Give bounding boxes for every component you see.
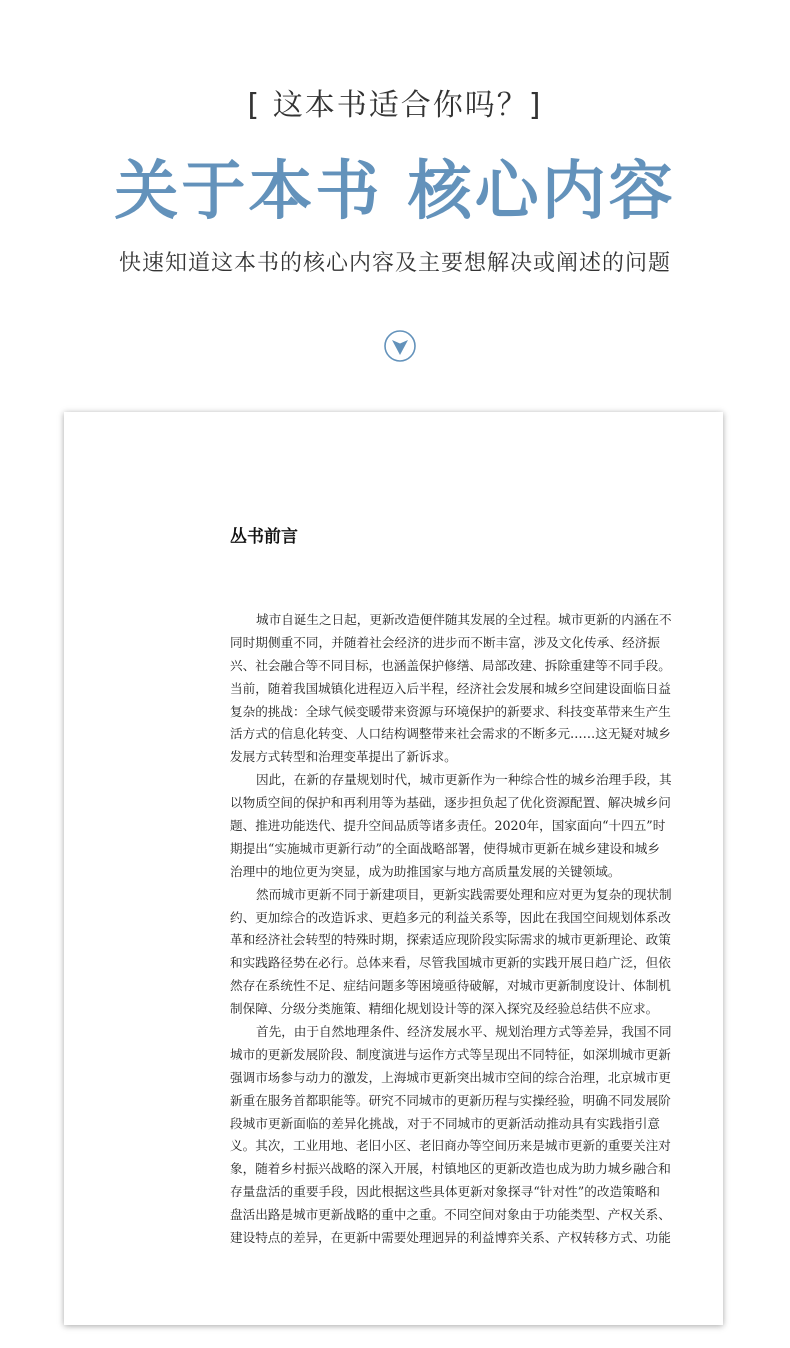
text-line: 盘活出路是城市更新战略的重中之重。不同空间对象由于功能类型、产权关系、 (230, 1207, 671, 1223)
text-line: 然存在系统性不足、症结问题多等困境亟待破解，对城市更新制度设计、体制机 (230, 978, 671, 994)
text-line: 首先，由于自然地理条件、经济发展水平、规划治理方式等差异，我国不同 (256, 1024, 672, 1040)
text-line: 义。其次，工业用地、老旧小区、老旧商办等空间历来是城市更新的重要关注对 (230, 1138, 671, 1154)
text-line: 城市自诞生之日起，更新改造便伴随其发展的全过程。城市更新的内涵在不 (256, 612, 672, 627)
text-line: 兴、社会融合等不同目标，也涵盖保护修缮、局部改建、拆除重建等不同手段。 (230, 657, 671, 673)
text-line: 段城市更新面临的差异化挑战，对于不同城市的更新活动推动具有实践指引意 (230, 1115, 660, 1131)
text-line: 活方式的信息化转变、人口结构调整带来社会需求的不断多元……这无疑对城乡 (230, 726, 671, 742)
text-line: 发展方式转型和治理变革提出了新诉求。 (230, 749, 457, 765)
text-line: 约、更加综合的改造诉求、更趋多元的利益关系等，因此在我国空间规划体系改 (230, 909, 671, 925)
text-line: 强调市场参与动力的激发，上海城市更新突出城市空间的综合治理，北京城市更 (230, 1069, 671, 1085)
text-line: 象，随着乡村振兴战略的深入开展，村镇地区的更新改造也成为助力城乡融合和 (230, 1161, 671, 1177)
text-line: 题、推进功能迭代、提升空间品质等诸多责任。2020年，国家面向“十四五”时 (230, 818, 666, 834)
document-body (230, 609, 672, 1250)
section-question: [ 这本书适合你吗？] (247, 88, 543, 123)
text-line: 同时期侧重不同，并随着社会经济的进步而不断丰富，涉及文化传承、经济振 (230, 634, 660, 650)
text-line: 和实践路径势在必行。总体来看，尽管我国城市更新的实践开展日趋广泛，但依 (230, 955, 671, 971)
text-line: 因此，在新的存量规划时代，城市更新作为一种综合性的城乡治理手段，其 (256, 772, 672, 788)
page-subtitle: 快速知道这本书的核心内容及主要想解决或阐述的问题 (118, 251, 671, 276)
text-line: 然而城市更新不同于新建项目，更新实践需要处理和应对更为复杂的现状制 (256, 886, 672, 902)
text-line: 革和经济社会转型的特殊时期，探索适应现阶段实际需求的城市更新理论、政策 (230, 932, 671, 948)
document-page (64, 412, 723, 1325)
text-line: 复杂的挑战：全球气候变暖带来资源与环境保护的新要求、科技变革带来生产生 (230, 703, 671, 719)
chevron-down-circle-icon (384, 330, 416, 362)
page-title: 关于本书 核心内容 (114, 154, 676, 229)
text-line: 建设特点的差异，在更新中需要处理迥异的利益博弈关系、产权转移方式、功能 (230, 1230, 671, 1246)
text-line: 制保障、分级分类施策、精细化规划设计等的深入探究及经验总结供不应求。 (230, 1001, 659, 1017)
text-line: 存量盘活的重要手段，因此根据这些具体更新对象探寻“针对性”的改造策略和 (230, 1184, 660, 1200)
text-line: 治理中的地位更为突显，成为助推国家与地方高质量发展的关键领域。 (230, 863, 621, 879)
document-heading: 丛书前言 (230, 527, 298, 547)
text-line: 期提出“实施城市更新行动”的全面战略部署，使得城市更新在城乡建设和城乡 (230, 840, 660, 856)
text-line: 新重在服务首都职能等。研究不同城市的更新历程与实操经验，明确不同发展阶 (230, 1092, 671, 1108)
text-line: 当前，随着我国城镇化进程迈入后半程，经济社会发展和城乡空间建设面临日益 (230, 680, 671, 696)
text-line: 城市的更新发展阶段、制度演进与运作方式等呈现出不同特征，如深圳城市更新 (230, 1046, 671, 1062)
text-line: 以物质空间的保护和再利用等为基础，逐步担负起了优化资源配置、解决城乡问 (230, 795, 671, 811)
